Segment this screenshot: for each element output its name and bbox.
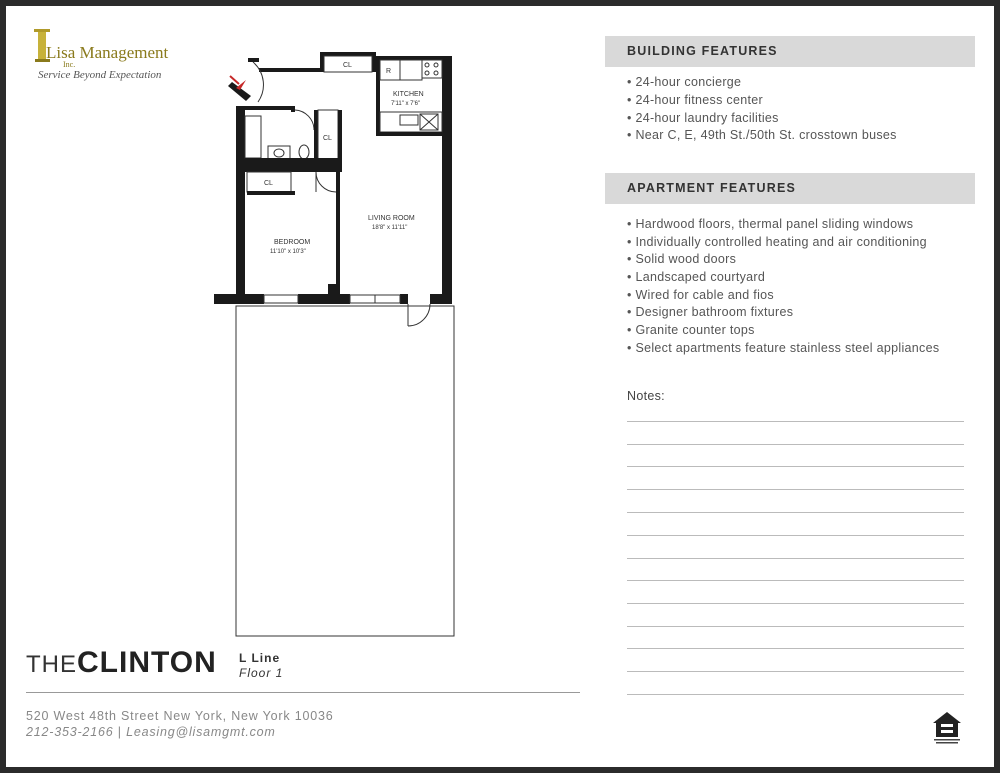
apartment-features-header <box>605 173 975 204</box>
building-feature-item: • 24-hour laundry facilities <box>627 111 779 125</box>
note-line[interactable] <box>627 535 964 536</box>
building-feature-item: • Near C, E, 49th St./50th St. crosstown buses <box>627 128 897 142</box>
brand-the: THE <box>26 651 77 678</box>
note-line[interactable] <box>627 489 964 490</box>
bedroom-label: BEDROOM <box>274 239 311 246</box>
unit-line: L Line <box>239 651 281 665</box>
building-feature-item: • 24-hour concierge <box>627 75 742 89</box>
company-logo <box>32 28 182 83</box>
note-line[interactable] <box>627 421 964 422</box>
exterior-wall-right <box>442 56 452 304</box>
exterior-wall-bottom-mid <box>298 294 350 304</box>
living-room-dims: 18'8" x 11'11" <box>372 225 408 231</box>
logo-name: Lisa Management <box>46 43 169 62</box>
living-room-label: LIVING ROOM <box>368 215 415 222</box>
phone: 212-353-2166 <box>26 725 114 739</box>
apartment-feature-item: • Individually controlled heating and air conditioning <box>627 235 927 249</box>
courtyard-outline <box>236 306 454 636</box>
note-line[interactable] <box>627 558 964 559</box>
closet-label-bedroom: CL <box>264 180 273 187</box>
note-line[interactable] <box>627 512 964 513</box>
note-line[interactable] <box>627 626 964 627</box>
email: Leasing@lisamgmt.com <box>126 725 276 739</box>
exterior-wall-bottom-right <box>400 294 408 304</box>
floor-plan <box>206 42 466 642</box>
apartment-feature-item: • Wired for cable and fios <box>627 288 774 302</box>
note-line[interactable] <box>627 444 964 445</box>
contact-line <box>26 725 276 739</box>
equal-housing-opportunity-icon <box>930 709 964 745</box>
building-brand <box>26 646 217 680</box>
note-line[interactable] <box>627 648 964 649</box>
apartment-features-title: APARTMENT FEATURES <box>627 181 797 195</box>
contact-separator: | <box>117 725 122 739</box>
apartment-feature-item: • Solid wood doors <box>627 252 737 266</box>
closet-label-top: CL <box>343 62 352 69</box>
apartment-feature-item: • Hardwood floors, thermal panel sliding windows <box>627 217 914 231</box>
kitchen-dims: 7'11" x 7'6" <box>391 101 421 107</box>
window-bedroom <box>264 295 298 303</box>
note-line[interactable] <box>627 603 964 604</box>
exterior-wall-bottom-left <box>214 294 264 304</box>
note-line[interactable] <box>627 671 964 672</box>
logo-tagline: Service Beyond Expectation <box>38 69 162 81</box>
building-features-header <box>605 36 975 67</box>
note-line[interactable] <box>627 694 964 695</box>
apartment-feature-item: • Designer bathroom fixtures <box>627 305 794 319</box>
refrigerator-label: R <box>386 68 392 75</box>
building-features-title: BUILDING FEATURES <box>627 44 778 58</box>
footer-divider <box>26 692 580 693</box>
closet-label-bath: CL <box>323 135 332 142</box>
note-line[interactable] <box>627 580 964 581</box>
building-feature-item: • 24-hour fitness center <box>627 93 763 107</box>
brochure-page <box>6 6 994 767</box>
notes-label: Notes: <box>627 389 665 403</box>
kitchen-label: KITCHEN <box>393 91 424 98</box>
bedroom-dims: 11'10" x 10'3" <box>270 249 306 255</box>
apartment-feature-item: • Granite counter tops <box>627 323 755 337</box>
exterior-wall-left <box>236 106 245 299</box>
apartment-feature-item: • Landscaped courtyard <box>627 270 766 284</box>
note-line[interactable] <box>627 466 964 467</box>
logo-inc: Inc. <box>63 60 76 69</box>
brand-clinton: CLINTON <box>77 646 217 679</box>
unit-floor: Floor 1 <box>239 666 284 680</box>
exterior-wall-bottom-end <box>430 294 452 304</box>
apartment-feature-item: • Select apartments feature stainless steel appliances <box>627 341 940 355</box>
address: 520 West 48th Street New York, New York 10036 <box>26 709 334 723</box>
